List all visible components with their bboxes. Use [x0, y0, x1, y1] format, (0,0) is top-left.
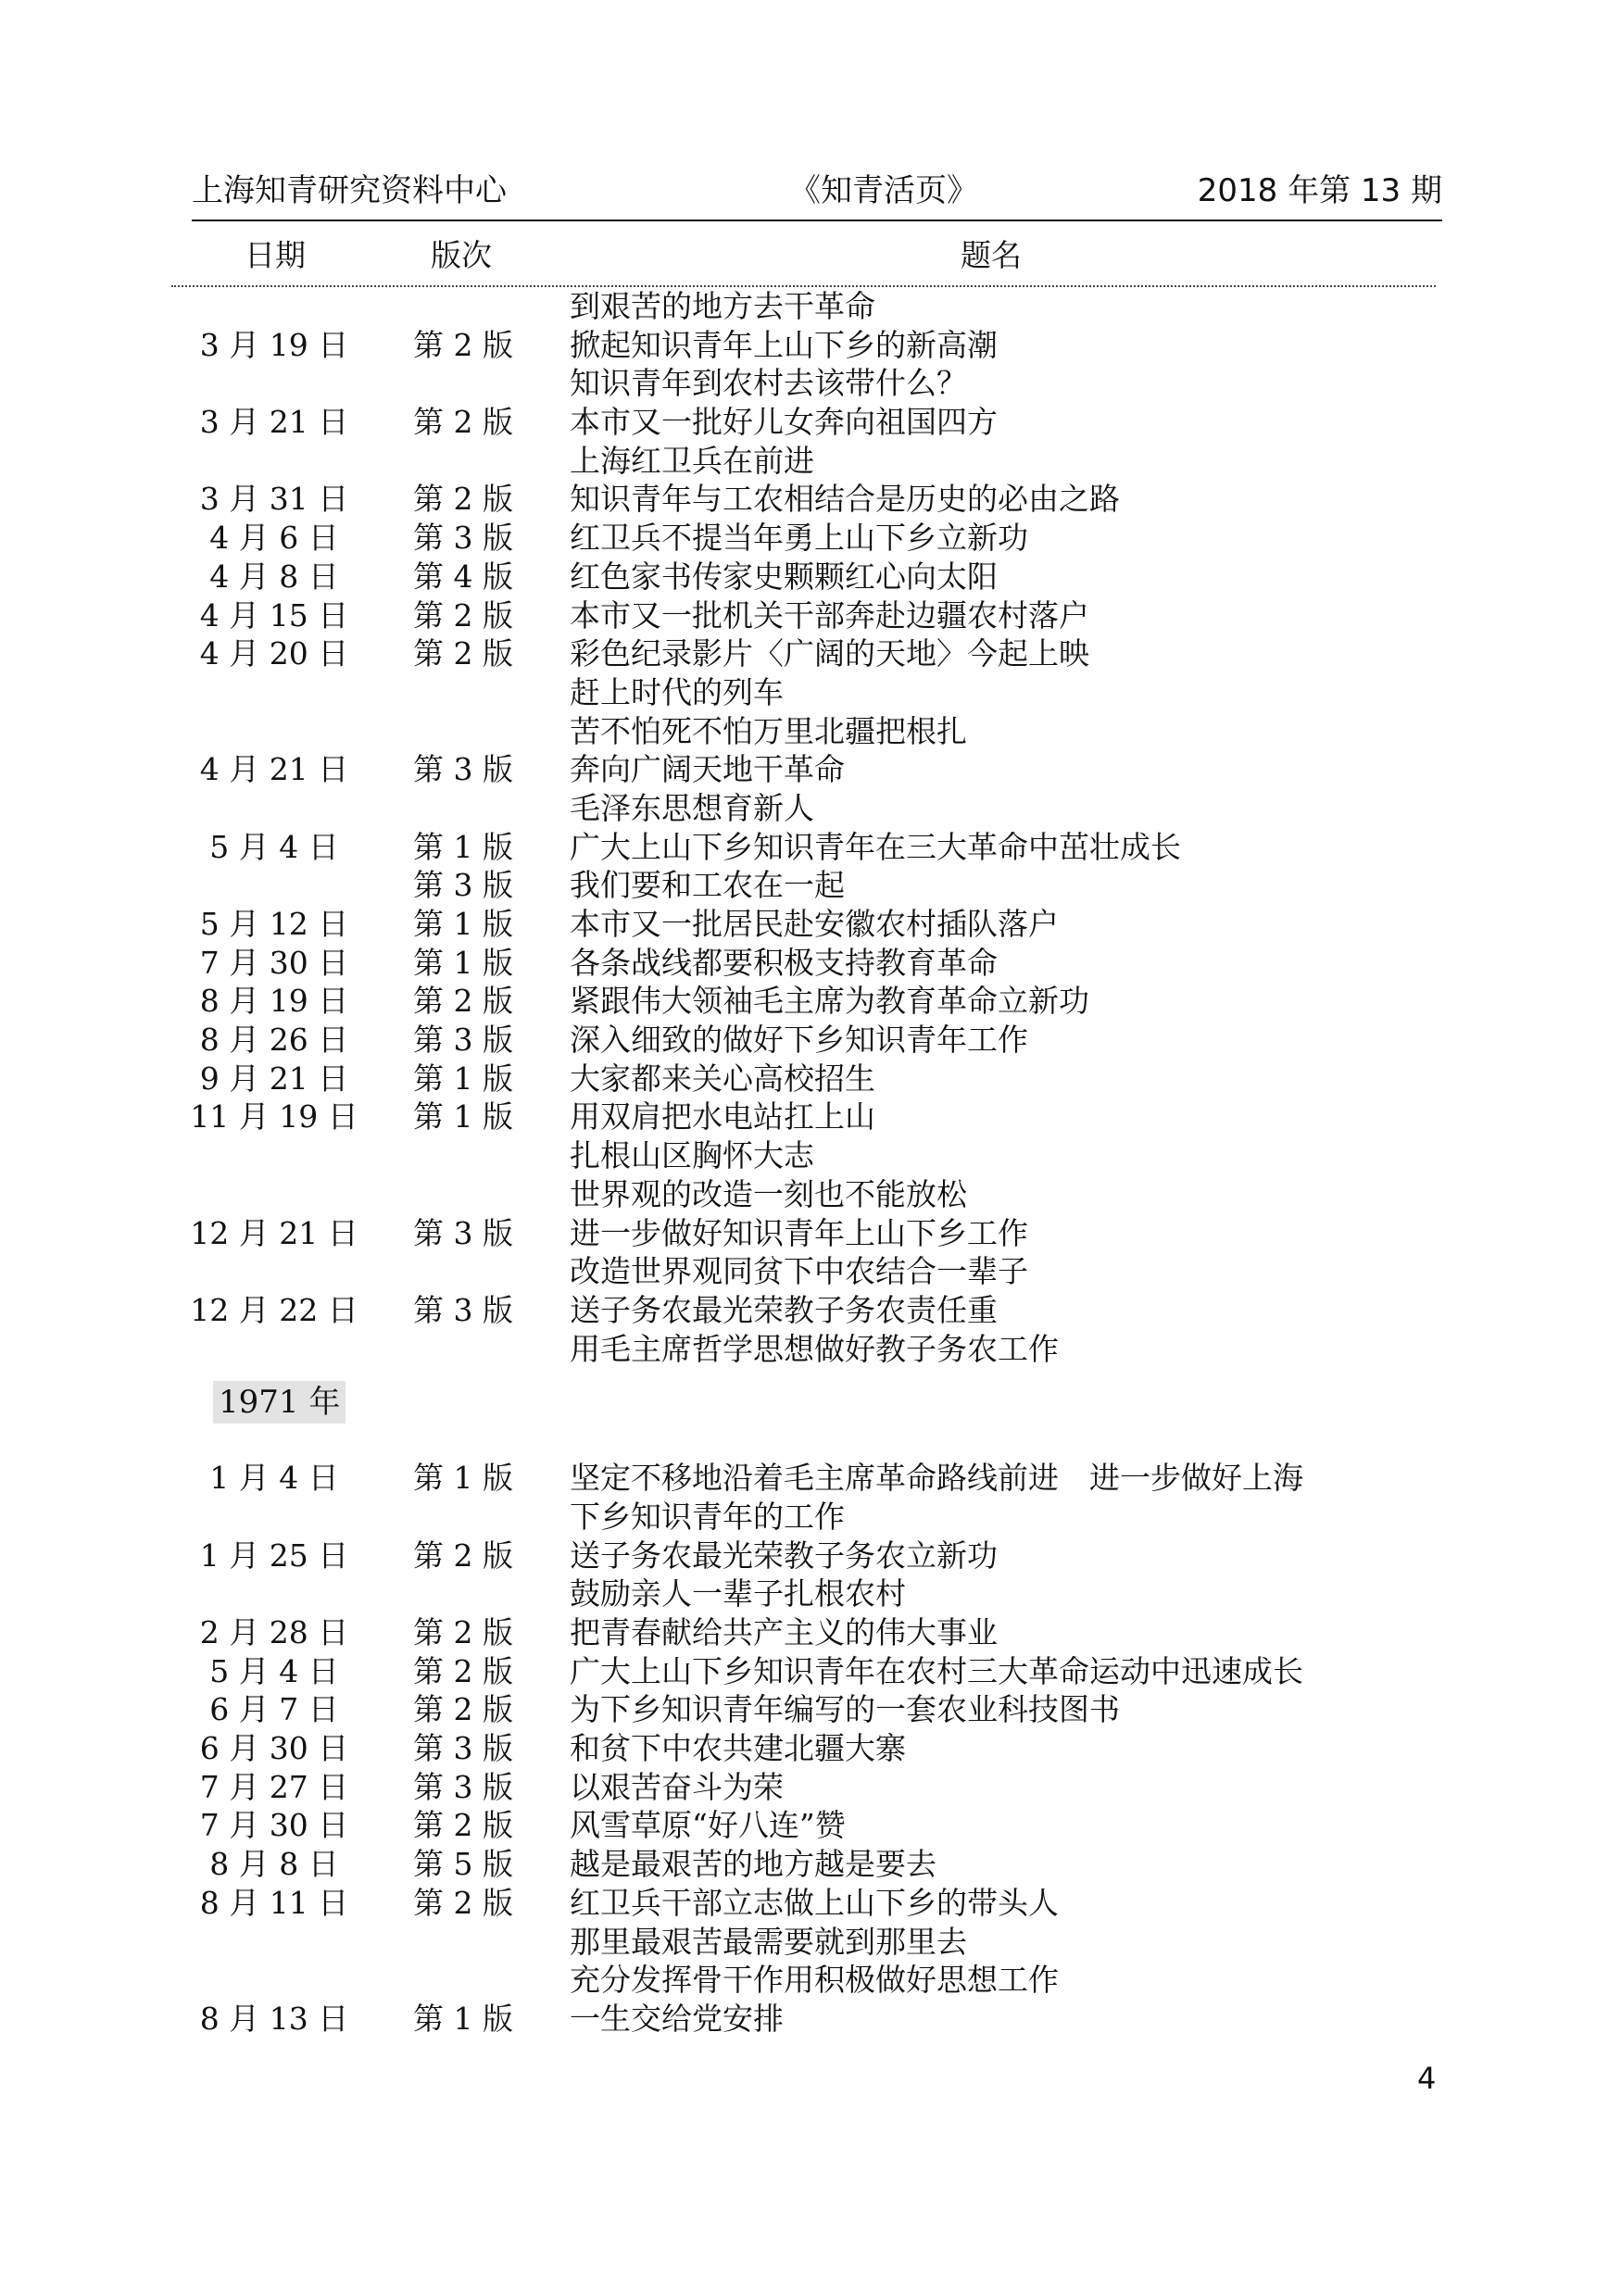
- table-row: [0, 828, 1621, 867]
- row-page: 第 3 版: [413, 1022, 513, 1059]
- page-header: [192, 165, 1442, 211]
- row-title: 和贫下中农共建北疆大寨: [570, 1730, 906, 1767]
- row-page: 第 1 版: [413, 2000, 513, 2037]
- row-title: 用毛主席哲学思想做好教子务农工作: [570, 1330, 1059, 1367]
- index-section-1971: [0, 1459, 1621, 2038]
- row-title: 为下乡知识青年编写的一套农业科技图书: [570, 1691, 1120, 1728]
- row-date: 8 月 8 日: [209, 1846, 339, 1883]
- row-title: 改造世界观同贫下中农结合一辈子: [570, 1253, 1028, 1290]
- table-row: [0, 2000, 1621, 2039]
- row-title: 越是最艰苦的地方越是要去: [570, 1846, 936, 1883]
- row-date: 7 月 30 日: [199, 944, 349, 981]
- row-page: 第 3 版: [413, 751, 513, 788]
- table-row: [0, 1613, 1621, 1652]
- row-date: 3 月 19 日: [199, 326, 349, 363]
- row-date: 3 月 31 日: [199, 481, 349, 518]
- row-date: 7 月 30 日: [199, 1807, 349, 1844]
- table-row: [0, 558, 1621, 596]
- table-row: [0, 1729, 1621, 1768]
- row-page: 第 2 版: [413, 1691, 513, 1728]
- column-header-title: 题名: [961, 237, 1022, 273]
- row-page: 第 5 版: [413, 1846, 513, 1883]
- header-divider: [192, 220, 1442, 221]
- table-row: [0, 1330, 1621, 1369]
- row-date: 5 月 12 日: [199, 906, 349, 942]
- table-row: [0, 480, 1621, 519]
- table-row: [0, 905, 1621, 944]
- row-title: 紧跟伟大领袖毛主席为教育革命立新功: [570, 983, 1089, 1020]
- index-table: [0, 287, 1621, 2039]
- row-page: 第 2 版: [413, 596, 513, 634]
- row-date: 8 月 13 日: [199, 2000, 349, 2037]
- row-page: 第 4 版: [413, 558, 513, 595]
- table-row: [0, 1537, 1621, 1575]
- row-date: 4 月 21 日: [199, 751, 349, 788]
- row-title: 鼓励亲人一辈子扎根农村: [570, 1575, 906, 1612]
- table-row: [0, 519, 1621, 558]
- table-row: [0, 673, 1621, 712]
- row-date: 5 月 4 日: [209, 828, 339, 865]
- row-date: 12 月 21 日: [190, 1214, 358, 1251]
- row-title: 进一步做好知识青年上山下乡工作: [570, 1214, 1028, 1251]
- table-row: [0, 1575, 1621, 1613]
- row-title: 彩色纪录影片〈广阔的天地〉今起上映: [570, 635, 1089, 672]
- table-row: [0, 596, 1621, 635]
- row-page: 第 1 版: [413, 1060, 513, 1097]
- header-publication: 《知青活页》: [789, 172, 978, 209]
- row-title: 充分发挥骨干作用积极做好思想工作: [570, 1962, 1059, 1999]
- row-page: 第 1 版: [413, 1460, 513, 1497]
- row-title: 知识青年与工农相结合是历史的必由之路: [570, 481, 1120, 518]
- table-row: [0, 403, 1621, 442]
- table-row: [0, 1923, 1621, 1962]
- row-page: 第 3 版: [413, 1291, 513, 1328]
- row-page: 第 3 版: [413, 1214, 513, 1251]
- table-row: [0, 1021, 1621, 1060]
- page-number: 4: [1417, 2061, 1437, 2096]
- row-page: 第 1 版: [413, 906, 513, 942]
- row-page: 第 2 版: [413, 1614, 513, 1650]
- table-row: [0, 287, 1621, 326]
- table-row: [0, 1806, 1621, 1845]
- table-row: [0, 1060, 1621, 1098]
- row-date: 5 月 4 日: [209, 1652, 339, 1689]
- row-title: 扎根山区胸怀大志: [570, 1137, 814, 1174]
- row-page: 第 1 版: [413, 944, 513, 981]
- row-page: 第 3 版: [413, 1730, 513, 1767]
- row-date: 8 月 19 日: [199, 983, 349, 1020]
- table-row: [0, 1252, 1621, 1291]
- row-title: 风雪草原“好八连”赞: [570, 1807, 846, 1844]
- table-row: [0, 1291, 1621, 1330]
- row-title: 坚定不移地沿着毛主席革命路线前进 进一步做好上海: [570, 1460, 1303, 1497]
- row-title: 深入细致的做好下乡知识青年工作: [570, 1022, 1028, 1059]
- row-date: 12 月 22 日: [190, 1291, 358, 1328]
- row-page: 第 2 版: [413, 635, 513, 672]
- row-date: 4 月 15 日: [199, 596, 349, 634]
- table-row: [0, 1498, 1621, 1537]
- table-row: [0, 866, 1621, 905]
- header-issue: 2018 年第 13 期: [1197, 172, 1442, 209]
- row-title: 下乡知识青年的工作: [570, 1498, 845, 1535]
- index-section-1970: [0, 287, 1621, 1368]
- table-row: [0, 712, 1621, 751]
- row-page: 第 2 版: [413, 1884, 513, 1921]
- row-title: 到艰苦的地方去干革命: [570, 288, 875, 324]
- row-date: 4 月 20 日: [199, 635, 349, 672]
- table-row: [0, 1459, 1621, 1498]
- row-title: 广大上山下乡知识青年在三大革命中茁壮成长: [570, 828, 1181, 865]
- row-title: 以艰苦奋斗为荣: [570, 1768, 784, 1805]
- table-row: [0, 1652, 1621, 1691]
- row-title: 红卫兵干部立志做上山下乡的带头人: [570, 1884, 1059, 1921]
- row-date: 8 月 11 日: [199, 1884, 349, 1921]
- table-row: [0, 789, 1621, 828]
- row-title: 掀起知识青年上山下乡的新高潮: [570, 326, 998, 363]
- row-date: 8 月 26 日: [199, 1022, 349, 1059]
- table-row: [0, 1961, 1621, 2000]
- row-page: 第 2 版: [413, 983, 513, 1020]
- row-title: 本市又一批机关干部奔赴边疆农村落户: [570, 596, 1089, 634]
- row-title: 送子务农最光荣教子务农责任重: [570, 1291, 998, 1328]
- table-row: [0, 944, 1621, 983]
- row-title: 一生交给党安排: [570, 2000, 784, 2037]
- table-row: [0, 1884, 1621, 1923]
- row-date: 4 月 6 日: [209, 520, 339, 557]
- row-date: 9 月 21 日: [199, 1060, 349, 1097]
- table-row: [0, 1098, 1621, 1136]
- year-heading: [0, 1368, 1621, 1459]
- row-title: 把青春献给共产主义的伟大事业: [570, 1614, 998, 1650]
- row-title: 那里最艰苦最需要就到那里去: [570, 1923, 967, 1960]
- table-row: [0, 1768, 1621, 1807]
- row-title: 奔向广阔天地干革命: [570, 751, 845, 788]
- row-title: 送子务农最光荣教子务农立新功: [570, 1537, 998, 1574]
- year-label: 1971 年: [213, 1381, 346, 1424]
- header-organization: 上海知青研究资料中心: [192, 172, 507, 209]
- table-row: [0, 1175, 1621, 1214]
- column-headers: [192, 232, 1442, 272]
- row-date: 11 月 19 日: [190, 1098, 358, 1135]
- table-row: [0, 1214, 1621, 1253]
- row-page: 第 2 版: [413, 326, 513, 363]
- row-page: 第 2 版: [413, 1537, 513, 1574]
- row-date: 4 月 8 日: [209, 558, 339, 595]
- row-date: 6 月 30 日: [199, 1730, 349, 1767]
- table-row: [0, 364, 1621, 403]
- row-title: 各条战线都要积极支持教育革命: [570, 944, 998, 981]
- row-page: 第 3 版: [413, 867, 513, 904]
- row-page: 第 1 版: [413, 828, 513, 865]
- row-title: 毛泽东思想育新人: [570, 789, 814, 826]
- row-page: 第 3 版: [413, 520, 513, 557]
- row-date: 1 月 25 日: [199, 1537, 349, 1574]
- row-title: 本市又一批好儿女奔向祖国四方: [570, 404, 998, 441]
- table-row: [0, 1690, 1621, 1729]
- table-row: [0, 982, 1621, 1021]
- row-date: 2 月 28 日: [199, 1614, 349, 1650]
- row-date: 7 月 27 日: [199, 1768, 349, 1805]
- row-page: 第 3 版: [413, 1768, 513, 1805]
- table-row: [0, 750, 1621, 789]
- table-row: [0, 1845, 1621, 1884]
- row-page: 第 2 版: [413, 1652, 513, 1689]
- row-title: 世界观的改造一刻也不能放松: [570, 1175, 967, 1212]
- table-row: [0, 326, 1621, 365]
- table-row: [0, 1136, 1621, 1175]
- row-title: 本市又一批居民赴安徽农村插队落户: [570, 906, 1059, 942]
- row-date: 6 月 7 日: [209, 1691, 339, 1728]
- row-title: 红卫兵不提当年勇上山下乡立新功: [570, 520, 1028, 557]
- column-header-page: 版次: [431, 237, 492, 273]
- row-title: 苦不怕死不怕万里北疆把根扎: [570, 712, 967, 749]
- row-title: 广大上山下乡知识青年在农村三大革命运动中迅速成长: [570, 1652, 1303, 1689]
- row-title: 上海红卫兵在前进: [570, 442, 814, 479]
- row-date: 3 月 21 日: [199, 404, 349, 441]
- row-page: 第 2 版: [413, 404, 513, 441]
- row-title: 大家都来关心高校招生: [570, 1060, 875, 1097]
- row-title: 知识青年到农村去该带什么？: [570, 365, 967, 402]
- table-row: [0, 442, 1621, 481]
- row-title: 赶上时代的列车: [570, 673, 784, 710]
- row-title: 红色家书传家史颗颗红心向太阳: [570, 558, 998, 595]
- row-page: 第 2 版: [413, 481, 513, 518]
- row-page: 第 2 版: [413, 1807, 513, 1844]
- column-header-date: 日期: [245, 237, 306, 273]
- row-page: 第 1 版: [413, 1098, 513, 1135]
- row-title: 我们要和工农在一起: [570, 867, 845, 904]
- table-row: [0, 634, 1621, 673]
- row-date: 1 月 4 日: [209, 1460, 339, 1497]
- row-title: 用双肩把水电站扛上山: [570, 1098, 875, 1135]
